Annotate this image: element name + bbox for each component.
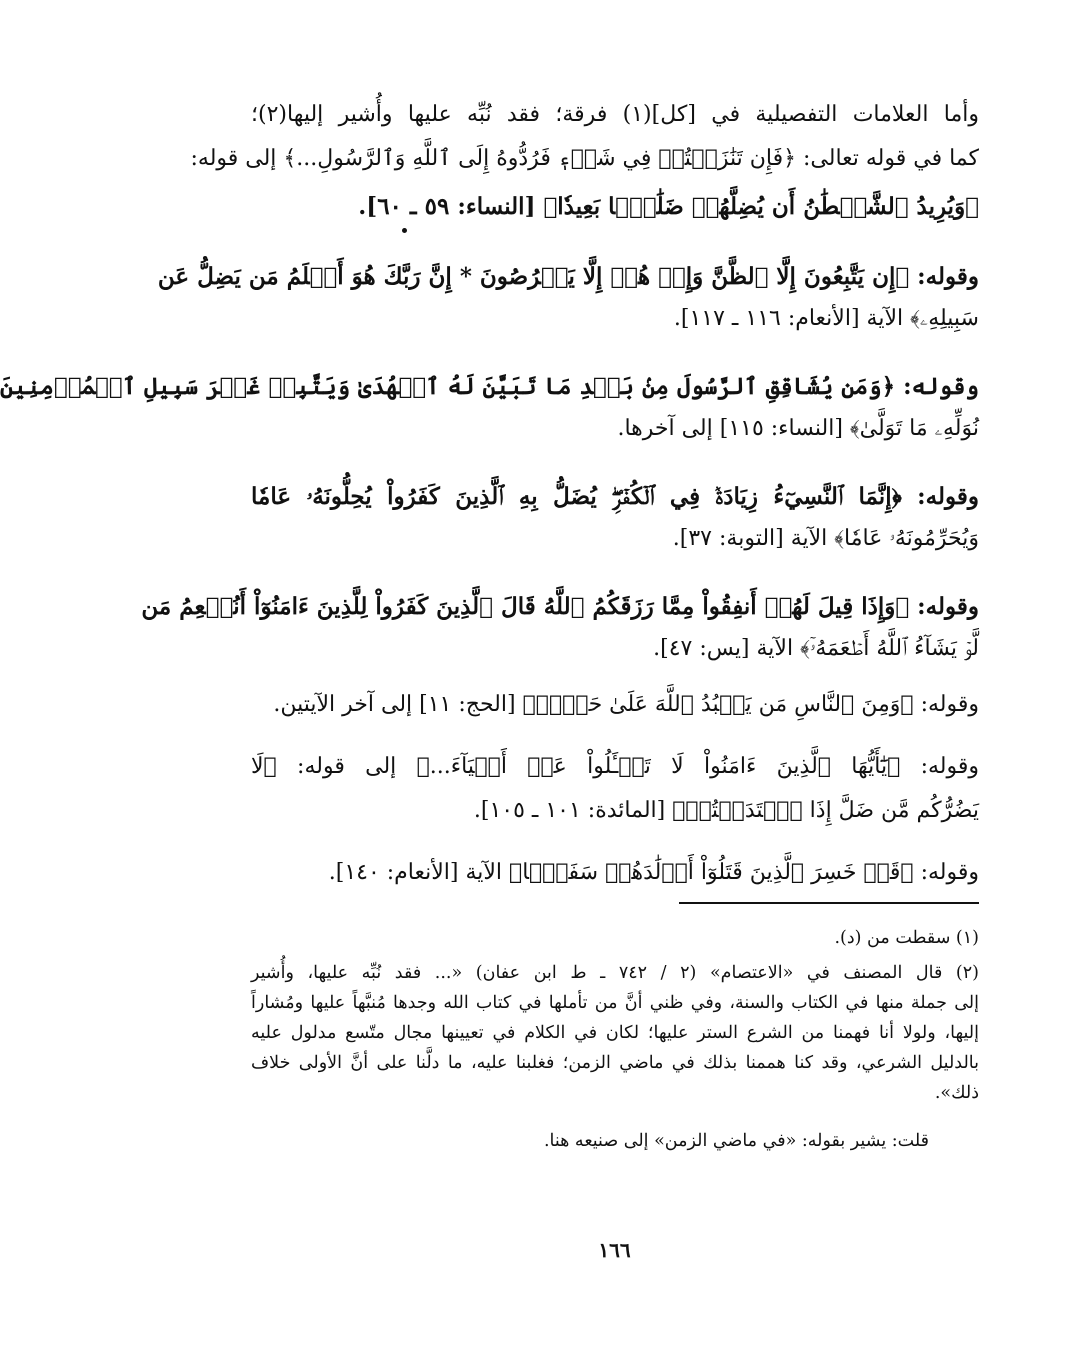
intro-line-3: ﴿وَيُرِيدُ ٱلشَّيۡطَٰنُ أَن يُضِلَّهُمۡ ضَلَٰلَۢا بَعِيدٗا﴾ [النساء: ٥٩ ـ ٦٠]. xyxy=(358,193,979,220)
footnote-2-line-4: بالدليل الشرعي، وقد كنا هممنا بذلك في ماضي الزمن؛ فغلبنا عليه، ما دلَّنا على أنَّ الأولى خلاف xyxy=(251,1053,979,1073)
quote-yasin-47-line-2: لَّوۡ يَشَآءُ ٱللَّهُ أَطۡعَمَهُۥٓ﴾ الآية [يس: ٤٧]. xyxy=(653,636,979,661)
quote-nisa-115-line-1: وقوله: ﴿وَمَن يُشَاقِقِ ٱلرَّسُولَ مِنۢ بَعۡدِ مَا تَبَيَّنَ لَهُ ٱلۡهُدَىٰ وَيَتَّبِعۡ غَيۡرَ سَبِيلِ ٱلۡمُؤۡمِنِينَ xyxy=(0,373,979,400)
quote-tawbah-37-line-2: وَيُحَرِّمُونَهُۥ عَامٗا﴾ الآية [التوبة: ٣٧]. xyxy=(672,526,979,551)
quote-maidah-101-line-2: يَضُرُّكُم مَّن ضَلَّ إِذَا ٱهۡتَدَيۡتُمۡ﴾ [المائدة: ١٠١ ـ ١٠٥]. xyxy=(473,798,979,823)
stray-dot-mark xyxy=(402,228,407,233)
footnote-2-line-1: (٢) قال المصنف في «الاعتصام» (٢ / ٧٤٢ ـ ط ابن عفان) «... فقد نُبِّه عليها، وأُشير xyxy=(251,963,979,983)
footnote-2-line-2: إلى جملة منها في الكتاب والسنة، وفي ظني أنَّ من تأملها في كتاب الله وجدها مُنبَّهاً عليها ومُشاراً xyxy=(251,993,979,1013)
footnote-2-line-3: إليها، ولولا أنا فهمنا من الشرع الستر عليها؛ لكان في الكلام في تعيينها مجال متّسع مدلول عليه xyxy=(251,1023,979,1043)
quote-anam-140: وقوله: ﴿قَدۡ خَسِرَ ٱلَّذِينَ قَتَلُوٓاْ أَوۡلَٰدَهُمۡ سَفَهَۢا﴾ الآية [الأنعام: ١٤٠]. xyxy=(328,860,979,885)
quote-anam-116-line-1: وقوله: ﴿إِن يَتَّبِعُونَ إِلَّا ٱلظَّنَّ وَإِنۡ هُمۡ إِلَّا يَخۡرُصُونَ * إِنَّ رَبَّكَ هُوَ أَعۡلَمُ مَن يَضِلُّ عَن xyxy=(157,263,979,290)
page-number: ١٦٦ xyxy=(598,1238,631,1262)
footnote-note: قلت: يشير بقوله: «في ماضي الزمن» إلى صنيعه هنا. xyxy=(543,1131,929,1151)
quote-maidah-101-line-1: وقوله: ﴿يَٰٓأَيُّهَا ٱلَّذِينَ ءَامَنُواْ لَا تَسۡـَٔلُواْ عَنۡ أَشۡيَآءَ...﴾ إلى قوله: ﴿لَا xyxy=(251,754,979,779)
footnote-1: (١) سقطت من (د). xyxy=(834,928,979,948)
quote-yasin-47-line-1: وقوله: ﴿وَإِذَا قِيلَ لَهُمۡ أَنفِقُواْ مِمَّا رَزَقَكُمُ ٱللَّهُ قَالَ ٱلَّذِينَ كَفَرُواْ لِلَّذِينَ ءَامَنُوٓاْ أَنُطۡعِمُ مَن xyxy=(141,593,979,620)
quote-tawbah-37-line-1: وقوله: ﴿إِنَّمَا ٱلنَّسِيٓءُ زِيَادَةٞ فِي ٱلۡكُفۡرِۖ يُضَلُّ بِهِ ٱلَّذِينَ كَفَرُواْ يُحِلُّونَهُۥ عَامٗا xyxy=(251,483,979,510)
intro-line-2: كما في قوله تعالى: ﴿فَإِن تَنَٰزَعۡتُمۡ فِي شَيۡءٖ فَرُدُّوهُ إِلَى ٱللَّهِ وَٱلرَّسُولِ...﴾ إلى قوله: xyxy=(190,146,979,171)
quote-hajj-11: وقوله: ﴿وَمِنَ ٱلنَّاسِ مَن يَعۡبُدُ ٱللَّهَ عَلَىٰ حَرۡفٖ﴾ [الحج: ١١] إلى آخر الآيتين. xyxy=(273,692,979,717)
quote-anam-116-line-2: سَبِيلِهِۦ﴾ الآية [الأنعام: ١١٦ ـ ١١٧]. xyxy=(673,306,979,331)
footnote-2-line-5: ذلك». xyxy=(934,1083,979,1103)
quote-nisa-115-line-2: نُوَلِّهِۦ مَا تَوَلَّىٰ﴾ [النساء: ١١٥] إلى آخرها. xyxy=(617,416,979,441)
intro-line-1: وأما العلامات التفصيلية في [كل](١) فرقة؛ فقد نُبِّه عليها وأُشير إليها(٢)؛ xyxy=(251,102,979,127)
footnote-divider xyxy=(679,902,979,904)
